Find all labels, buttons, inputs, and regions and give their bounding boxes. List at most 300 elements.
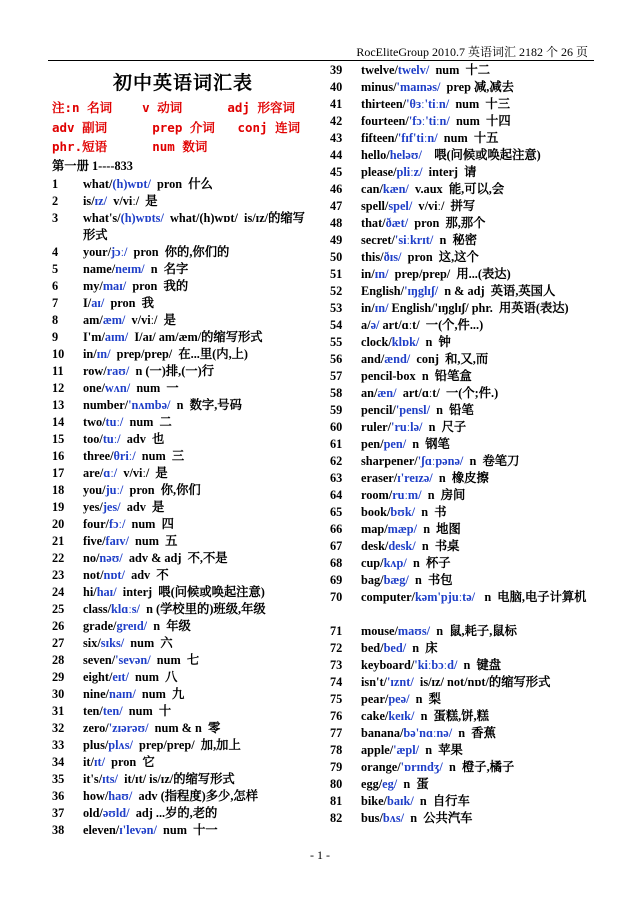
entry-number: 75 xyxy=(330,692,343,706)
vocab-entry xyxy=(330,640,600,657)
entry-text xyxy=(361,640,600,657)
entry-meaning: interj 请 xyxy=(422,165,477,179)
word-list-right xyxy=(330,62,600,827)
vocab-entry xyxy=(52,822,314,839)
vocab-entry xyxy=(330,810,600,827)
vocab-entry xyxy=(52,465,314,482)
entry-meaning: n 钢笔 xyxy=(406,437,450,451)
entry-word: nine/ xyxy=(83,686,109,701)
entry-number: 9 xyxy=(52,329,59,344)
entry-word: in/ xyxy=(361,301,375,315)
entry-word: row/ xyxy=(83,363,107,378)
entry-text xyxy=(83,805,314,822)
entry-meaning: prep/prep/ 在...里(内,上) xyxy=(110,346,249,361)
entry-text xyxy=(83,210,314,244)
entry-meaning: adv (指程度)多少,怎样 xyxy=(132,788,258,803)
entry-meaning: n 自行车 xyxy=(413,794,470,808)
entry-text xyxy=(361,742,600,759)
vocab-entry xyxy=(52,176,314,193)
entry-meaning: n 数字,号码 xyxy=(170,397,242,412)
vocab-entry xyxy=(330,249,600,266)
vocab-entry xyxy=(52,363,314,380)
entry-word: ten/ xyxy=(83,703,103,718)
entry-text xyxy=(83,618,314,635)
entry-number: 31 xyxy=(52,703,65,718)
entry-meaning: pron 什么 xyxy=(150,176,213,191)
vocab-entry xyxy=(330,470,600,487)
vocab-entry xyxy=(52,482,314,499)
entry-phonetic: nɒt/ xyxy=(103,567,125,582)
entry-meaning: v.aux 能,可以,会 xyxy=(408,182,505,196)
entry-word: and/ xyxy=(361,352,385,366)
entry-text xyxy=(361,113,600,130)
entry-meaning: num 十二 xyxy=(429,63,491,77)
entry-number: 17 xyxy=(52,465,65,480)
entry-phonetic: 'ruːlə/ xyxy=(391,420,423,434)
entry-phonetic: raʊ/ xyxy=(106,363,130,378)
entry-text xyxy=(83,516,314,533)
vocab-entry xyxy=(330,113,600,130)
entry-meaning: num 一 xyxy=(130,380,179,395)
entry-text xyxy=(361,351,600,368)
entry-number: 76 xyxy=(330,709,343,723)
vocab-entry xyxy=(52,516,314,533)
entry-word: are/ xyxy=(83,465,104,480)
entry-meaning: n 蛋 xyxy=(397,777,429,791)
entry-meaning: art/ɑːt/ 一(个;件.) xyxy=(396,386,499,400)
entry-phonetic: eɪt/ xyxy=(112,669,129,684)
entry-text xyxy=(361,470,600,487)
entry-meaning: num 七 xyxy=(150,652,200,667)
entry-meaning: n 地图 xyxy=(417,522,461,536)
entry-text xyxy=(83,244,314,261)
vocab-entry xyxy=(330,198,600,215)
entry-word: orange/ xyxy=(361,760,401,774)
vocab-entry xyxy=(52,618,314,635)
entry-phonetic: aɪm/ xyxy=(104,329,129,344)
entry-text xyxy=(361,164,600,181)
entry-meaning: n (一)排,(一)行 xyxy=(129,363,215,378)
entry-number: 37 xyxy=(52,805,65,820)
entry-text xyxy=(361,555,600,572)
vocab-entry xyxy=(52,652,314,669)
entry-number: 78 xyxy=(330,743,343,757)
entry-meaning: pron 我的 xyxy=(126,278,189,293)
entry-number: 52 xyxy=(330,284,343,298)
entry-number: 70 xyxy=(330,590,343,604)
entry-meaning: prep/prep/ 用...(表达) xyxy=(388,267,511,281)
entry-phonetic: bed/ xyxy=(383,641,407,655)
vocab-entry xyxy=(52,805,314,822)
entry-phonetic: æm/ xyxy=(102,312,126,327)
entry-phonetic: (h)wɒt/ xyxy=(112,176,151,191)
entry-number: 73 xyxy=(330,658,343,672)
entry-text xyxy=(83,363,314,380)
vocab-entry xyxy=(52,533,314,550)
vocab-entry xyxy=(330,691,600,708)
entry-number: 7 xyxy=(52,295,59,310)
entry-word: how/ xyxy=(83,788,109,803)
entry-phonetic: pliːz/ xyxy=(396,165,423,179)
entry-meaning: 喂(问候或唤起注意) xyxy=(421,148,541,162)
entry-word: please/ xyxy=(361,165,397,179)
entry-text xyxy=(361,96,600,113)
entry-meaning: conj 和,又,而 xyxy=(410,352,489,366)
entry-meaning: num 九 xyxy=(135,686,185,701)
entry-word: clock/ xyxy=(361,335,392,349)
entry-word: old/ xyxy=(83,805,103,820)
entry-phonetic: peə/ xyxy=(388,692,410,706)
entry-word: what's/ xyxy=(83,210,121,225)
entry-word: desk/ xyxy=(361,539,389,553)
entry-phonetic: 'θɜː'tiːn/ xyxy=(406,97,450,111)
vocab-entry xyxy=(52,278,314,295)
entry-phonetic: 'ɪŋglɪʃ/ xyxy=(404,284,439,298)
entry-word: ruler/ xyxy=(361,420,392,434)
entry-number: 59 xyxy=(330,403,343,417)
entry-number: 55 xyxy=(330,335,343,349)
entry-text xyxy=(361,317,600,334)
vocab-entry xyxy=(52,499,314,516)
vocab-entry xyxy=(52,431,314,448)
entry-word: grade/ xyxy=(83,618,117,633)
entry-number: 42 xyxy=(330,114,343,128)
entry-word: pear/ xyxy=(361,692,389,706)
entry-text xyxy=(361,759,600,776)
vocab-entry xyxy=(52,788,314,805)
entry-text xyxy=(361,776,600,793)
vocab-entry xyxy=(52,193,314,210)
entry-phonetic: ruːm/ xyxy=(392,488,422,502)
entry-number: 14 xyxy=(52,414,65,429)
entry-meaning: n & adj 英语,英国人 xyxy=(438,284,556,298)
entry-number: 57 xyxy=(330,369,343,383)
word-list-left xyxy=(52,176,314,839)
entry-number: 77 xyxy=(330,726,343,740)
entry-phonetic: jes/ xyxy=(102,499,121,514)
entry-text xyxy=(83,397,314,414)
vocab-entry xyxy=(52,397,314,414)
entry-word: hi/ xyxy=(83,584,97,599)
entry-text xyxy=(361,198,600,215)
entry-number: 35 xyxy=(52,771,65,786)
entry-text xyxy=(361,793,600,810)
entry-text xyxy=(83,584,314,601)
entry-phonetic: 'nʌmbə/ xyxy=(128,397,171,412)
vocab-entry xyxy=(330,759,600,776)
entry-meaning: adv 不 xyxy=(124,567,169,582)
entry-meaning: n 书桌 xyxy=(415,539,460,553)
entry-meaning: n 香蕉 xyxy=(452,726,496,740)
entry-phonetic: æn/ xyxy=(377,386,397,400)
entry-text xyxy=(83,635,314,652)
entry-text xyxy=(83,380,314,397)
entry-number: 30 xyxy=(52,686,65,701)
entry-word: four/ xyxy=(83,516,109,531)
entry-text xyxy=(361,300,600,317)
entry-number: 32 xyxy=(52,720,65,735)
vocab-entry xyxy=(330,674,600,691)
entry-meaning: num 四 xyxy=(125,516,174,531)
entry-number: 46 xyxy=(330,182,343,196)
entry-text xyxy=(361,266,600,283)
entry-meaning: I/aɪ/ am/æm/的缩写形式 xyxy=(128,329,263,344)
vocab-entry xyxy=(52,635,314,652)
entry-meaning: adv 也 xyxy=(120,431,165,446)
entry-number: 41 xyxy=(330,97,343,111)
vocab-entry xyxy=(330,436,600,453)
vocab-entry xyxy=(330,266,600,283)
entry-phonetic: tuː/ xyxy=(105,414,124,429)
entry-word: a/ xyxy=(361,318,371,332)
entry-word: thirteen/ xyxy=(361,97,407,111)
entry-meaning: n 秘密 xyxy=(433,233,478,247)
entry-number: 1 xyxy=(52,176,59,191)
vocab-entry xyxy=(52,346,314,363)
entry-number: 62 xyxy=(330,454,343,468)
vocab-entry xyxy=(330,555,600,572)
entry-word: hello/ xyxy=(361,148,390,162)
legend-line: adv 副词 prep 介词 conj 连词 xyxy=(52,119,301,135)
entry-phonetic: 'sevən/ xyxy=(115,652,151,667)
entry-word: number/ xyxy=(83,397,129,412)
entry-word: it/ xyxy=(83,754,94,769)
entry-text xyxy=(361,674,600,691)
entry-text xyxy=(83,737,314,754)
entry-word: pencil-box xyxy=(361,369,416,383)
entry-text xyxy=(83,261,314,278)
entry-phonetic: maʊs/ xyxy=(397,624,431,638)
entry-word: plus/ xyxy=(83,737,109,752)
entry-word: pencil/ xyxy=(361,403,396,417)
entry-text xyxy=(361,249,600,266)
entry-phonetic: twelv/ xyxy=(397,63,430,77)
entry-word: cake/ xyxy=(361,709,389,723)
entry-phonetic: 'fɪf'tiːn/ xyxy=(397,131,438,145)
vocab-entry xyxy=(52,295,314,312)
entry-phonetic: ɪt/ xyxy=(93,754,105,769)
entry-text xyxy=(83,686,314,703)
entry-word: I/ xyxy=(83,295,92,310)
entry-word: secret/ xyxy=(361,233,395,247)
entry-text xyxy=(83,567,314,584)
entry-meaning: n 苹果 xyxy=(419,743,463,757)
entry-text xyxy=(361,385,600,402)
vocab-entry xyxy=(330,487,600,504)
entry-phonetic: 'siːkrɪt/ xyxy=(394,233,434,247)
vocab-entry xyxy=(330,96,600,113)
entry-word: three/ xyxy=(83,448,114,463)
page-number: - 1 - xyxy=(310,848,330,862)
entry-number: 63 xyxy=(330,471,343,485)
entry-number: 10 xyxy=(52,346,65,361)
entry-phonetic: ɪn/ xyxy=(374,267,389,281)
entry-phonetic: ðæt/ xyxy=(385,216,409,230)
vocab-entry xyxy=(330,453,600,470)
entry-word: sharpener/ xyxy=(361,454,418,468)
entry-word: can/ xyxy=(361,182,383,196)
entry-meaning: interj 喂(问候或唤起注意) xyxy=(116,584,265,599)
entry-word: it's/ xyxy=(83,771,103,786)
vocab-entry xyxy=(330,334,600,351)
entry-phonetic: aɪ/ xyxy=(91,295,105,310)
entry-word: your/ xyxy=(83,244,112,259)
entry-number: 3 xyxy=(52,210,59,225)
entry-number: 79 xyxy=(330,760,343,774)
vocab-entry xyxy=(330,521,600,538)
entry-word: two/ xyxy=(83,414,106,429)
entry-phonetic: ɑː/ xyxy=(103,465,118,480)
entry-word: zero/ xyxy=(83,720,109,735)
entry-meaning: n 房间 xyxy=(421,488,466,502)
vocab-entry xyxy=(330,402,600,419)
entry-meaning: num 八 xyxy=(128,669,178,684)
vocab-entry xyxy=(52,686,314,703)
entry-phonetic: ɪ'levən/ xyxy=(119,822,157,837)
entry-text xyxy=(361,402,600,419)
entry-number: 28 xyxy=(52,652,65,667)
entry-phonetic: haʊ/ xyxy=(108,788,133,803)
vocab-entry xyxy=(330,589,600,623)
entry-word: six/ xyxy=(83,635,101,650)
entry-phonetic: 'ʃɑːpənə/ xyxy=(417,454,464,468)
vocab-entry xyxy=(330,572,600,589)
entry-meaning: pron 那,那个 xyxy=(408,216,486,230)
vocab-entry xyxy=(330,232,600,249)
entry-number: 54 xyxy=(330,318,343,332)
vocab-entry xyxy=(330,181,600,198)
entry-word: bed/ xyxy=(361,641,384,655)
entry-meaning: art/ɑːt/ 一(个,件...) xyxy=(379,318,484,332)
entry-word: bike/ xyxy=(361,794,387,808)
entry-word: in/ xyxy=(361,267,375,281)
entry-word: five/ xyxy=(83,533,106,548)
entry-number: 24 xyxy=(52,584,65,599)
entry-text xyxy=(361,453,600,470)
entry-text xyxy=(361,725,600,742)
entry-meaning: n 鼠,耗子,鼠标 xyxy=(430,624,517,638)
entry-number: 11 xyxy=(52,363,64,378)
entry-number: 20 xyxy=(52,516,65,531)
entry-meaning: v/viː/ 是 xyxy=(125,312,176,327)
entry-text xyxy=(83,822,314,839)
entry-number: 64 xyxy=(330,488,343,502)
entry-number: 45 xyxy=(330,165,343,179)
entry-phonetic: klɑːs/ xyxy=(111,601,140,616)
entry-word: bus/ xyxy=(361,811,383,825)
entry-text xyxy=(361,589,600,606)
entry-number: 29 xyxy=(52,669,65,684)
vocab-entry xyxy=(52,703,314,720)
entry-phonetic: bæg/ xyxy=(383,573,409,587)
entry-word: isn't/ xyxy=(361,675,387,689)
entry-phonetic: ɪ'reɪzə/ xyxy=(397,471,433,485)
entry-meaning: v/viː/ 是 xyxy=(117,465,168,480)
entry-number: 39 xyxy=(330,63,343,77)
entry-word: map/ xyxy=(361,522,388,536)
entry-number: 71 xyxy=(330,624,343,638)
entry-phonetic: kæn/ xyxy=(382,182,409,196)
entry-text xyxy=(361,623,600,640)
entry-word: class/ xyxy=(83,601,112,616)
entry-text xyxy=(83,465,314,482)
vocab-entry xyxy=(52,720,314,737)
entry-number: 36 xyxy=(52,788,65,803)
entry-phonetic: bə'nɑːnə/ xyxy=(403,726,453,740)
entry-meaning: n 年级 xyxy=(147,618,191,633)
entry-phonetic: jɔː/ xyxy=(111,244,128,259)
entry-phonetic: bʊk/ xyxy=(390,505,416,519)
entry-number: 8 xyxy=(52,312,59,327)
entry-text xyxy=(83,754,314,771)
entry-meaning: v/viː/ 拼写 xyxy=(412,199,476,213)
entry-meaning: is/ɪz/ not/nɒt/的缩写形式 xyxy=(413,675,551,689)
entry-phonetic: sɪks/ xyxy=(100,635,125,650)
entry-number: 4 xyxy=(52,244,59,259)
entry-text xyxy=(361,436,600,453)
vocab-entry xyxy=(52,771,314,788)
entry-meaning: num 十四 xyxy=(449,114,511,128)
entry-number: 23 xyxy=(52,567,65,582)
entry-text xyxy=(361,521,600,538)
entry-meaning: n 电脑,电子计算机 xyxy=(475,590,587,604)
entry-meaning: num & n 零 xyxy=(148,720,221,735)
entry-text xyxy=(361,334,600,351)
vocab-entry xyxy=(52,567,314,584)
entry-phonetic: ɪn/ xyxy=(374,301,389,315)
entry-meaning: prep 减,减去 xyxy=(440,80,514,94)
entry-number: 43 xyxy=(330,131,343,145)
entry-number: 22 xyxy=(52,550,65,565)
entry-number: 80 xyxy=(330,777,343,791)
entry-number: 49 xyxy=(330,233,343,247)
entry-phonetic: θriː/ xyxy=(113,448,136,463)
entry-phonetic: kəm'pjuːtə/ xyxy=(414,590,476,604)
entry-word: twelve/ xyxy=(361,63,398,77)
entry-text xyxy=(361,810,600,827)
entry-word: seven/ xyxy=(83,652,116,667)
entry-number: 33 xyxy=(52,737,65,752)
entry-meaning: pron 我 xyxy=(104,295,154,310)
section-heading: 第一册 1----833 xyxy=(52,158,133,173)
vocab-entry xyxy=(330,776,600,793)
entry-phonetic: juː/ xyxy=(105,482,124,497)
entry-phonetic: mæp/ xyxy=(387,522,418,536)
entry-meaning: prep/prep/ 加,加上 xyxy=(132,737,241,752)
entry-phonetic: ɪts/ xyxy=(102,771,118,786)
entry-number: 67 xyxy=(330,539,343,553)
legend-line: 注:n 名词 v 动词 adj 形容词 xyxy=(52,100,295,115)
entry-word: book/ xyxy=(361,505,391,519)
entry-meaning: v/viː/ 是 xyxy=(107,193,158,208)
entry-text xyxy=(361,538,600,555)
entry-number: 65 xyxy=(330,505,343,519)
entry-word: minus/ xyxy=(361,80,397,94)
entry-number: 2 xyxy=(52,193,59,208)
entry-word: my/ xyxy=(83,278,103,293)
entry-meaning: num 十一 xyxy=(156,822,218,837)
vocab-entry xyxy=(52,244,314,261)
entry-phonetic: (h)wɒts/ xyxy=(120,210,164,225)
entry-phonetic: 'fɔː'tiːn/ xyxy=(408,114,450,128)
entry-number: 26 xyxy=(52,618,65,633)
entry-meaning: n 橙子,橘子 xyxy=(442,760,515,774)
vocab-entry xyxy=(330,504,600,521)
entry-phonetic: spel/ xyxy=(388,199,413,213)
entry-number: 13 xyxy=(52,397,65,412)
vocab-entry xyxy=(52,584,314,601)
entry-number: 34 xyxy=(52,754,65,769)
